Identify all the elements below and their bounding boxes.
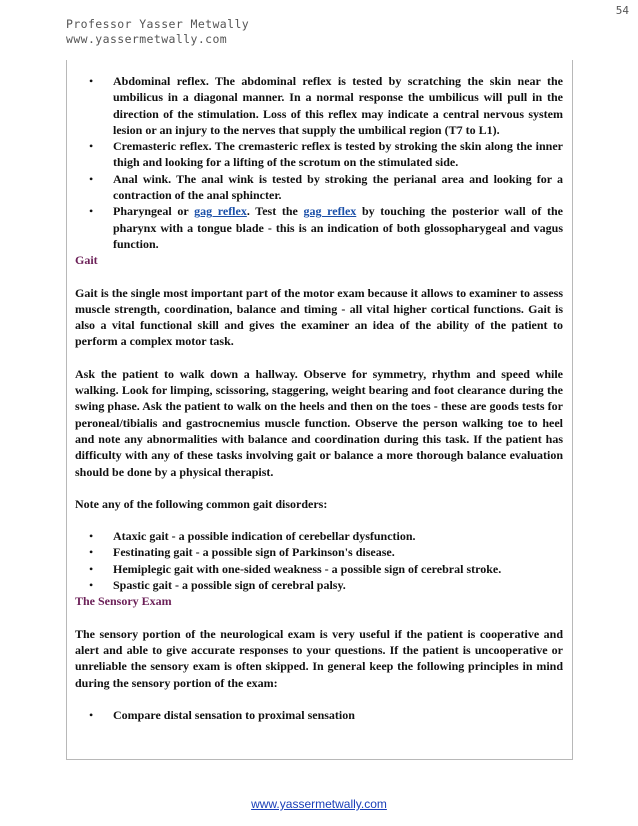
bullet-icon: • xyxy=(89,74,94,88)
sensory-paragraph-1: The sensory portion of the neurological exam is very useful if the patient is cooperative and alert and able to give accurate responses to your questions. If the patient is uncooperative or unreliable the sensory exam is often skipped. In general keep the following principles in mind during the sensory portion of the exam: xyxy=(75,626,563,690)
gag-reflex-link[interactable]: gag reflex xyxy=(194,204,247,219)
bullet-icon: • xyxy=(89,204,94,219)
bullet-icon: • xyxy=(89,171,94,186)
header-website: www.yassermetwally.com xyxy=(66,32,228,46)
gait-paragraph-1: Gait is the single most important part of the motor exam because it allows to examiner to assess muscle strength, coordination, balance and timing - all vital higher cortical functions. Gait is also a vital functional skill and gives the examiner an idea of the ability of the patient to perform a complex motor task. xyxy=(75,285,563,349)
bullet-icon: • xyxy=(89,561,94,576)
bullet-icon: • xyxy=(89,529,94,544)
main-content xyxy=(75,73,563,723)
reflex-list xyxy=(75,73,563,252)
list-item: • Spastic gait - a possible sign of cerebral palsy. xyxy=(89,578,346,593)
bullet-icon: • xyxy=(89,545,94,560)
list-item: • Ataxic gait - a possible indication of cerebellar dysfunction. xyxy=(89,529,416,544)
list-item: • Anal wink. The anal wink is tested by stroking the perianal area and looking for a contraction of the anal sphincter. xyxy=(89,171,563,203)
list-item-pharyngeal: • Pharyngeal or gag reflex. Test the gag reflex by touching the posterior wall of the pharynx with a tongue blade - this is an indication of both glossopharygeal and vagus function. xyxy=(89,204,564,251)
gait-disorders-list xyxy=(75,528,563,593)
page-number: 54 xyxy=(615,4,629,17)
list-item: • Abdominal reflex. The abdominal reflex is tested by scratching the skin near the umbilicus in a diagonal manner. In a normal response the umbilicus will pull in the direction of the stimulation. Loss of this reflex may indicate a central nervous system lesion or an injury to the nerves that supply the umbilical region (T7 to L1). xyxy=(89,74,563,137)
list-item: • Festinating gait - a possible sign of Parkinson's disease. xyxy=(89,545,395,560)
section-title-gait: Gait xyxy=(75,253,98,268)
sensory-principles-list xyxy=(75,707,563,723)
page-footer xyxy=(0,797,638,811)
header-author: Professor Yasser Metwally xyxy=(66,17,250,31)
list-item: • Cremasteric reflex. The cremasteric reflex is tested by stroking the skin along the inner thigh and looking for a lifting of the scrotum on the stimulated side. xyxy=(89,139,563,170)
gait-paragraph-3: Note any of the following common gait disorders: xyxy=(75,496,328,511)
page-frame-bottom xyxy=(66,759,573,760)
section-title-sensory: The Sensory Exam xyxy=(75,594,172,609)
list-item: • Hemiplegic gait with one-sided weakness - a possible sign of cerebral stroke. xyxy=(89,561,502,576)
gait-paragraph-2: Ask the patient to walk down a hallway. Observe for symmetry, rhythm and speed while walking. Look for limping, scissoring, staggering, weight bearing and foot clearance during the swing phase. Ask the patient to walk on the heels and then on the toes - these are goods tests for peroneal/tibialis and gastrocnemius muscle function. Observe the person walking toe to heel and note any abnormalities with balance and coordination during this task. If the patient has difficulty with any of these tasks involving gait or balance a more thorough balance evaluation should be done by a physical therapist. xyxy=(75,366,563,479)
page-header xyxy=(66,17,249,47)
footer-website-link[interactable]: www.yassermetwally.com xyxy=(251,797,387,811)
bullet-icon: • xyxy=(89,578,94,593)
gag-reflex-link-2[interactable]: gag reflex xyxy=(303,204,357,219)
list-item: • Compare distal sensation to proximal sensation xyxy=(89,707,355,722)
bullet-icon: • xyxy=(89,707,94,722)
bullet-icon: • xyxy=(89,139,94,154)
